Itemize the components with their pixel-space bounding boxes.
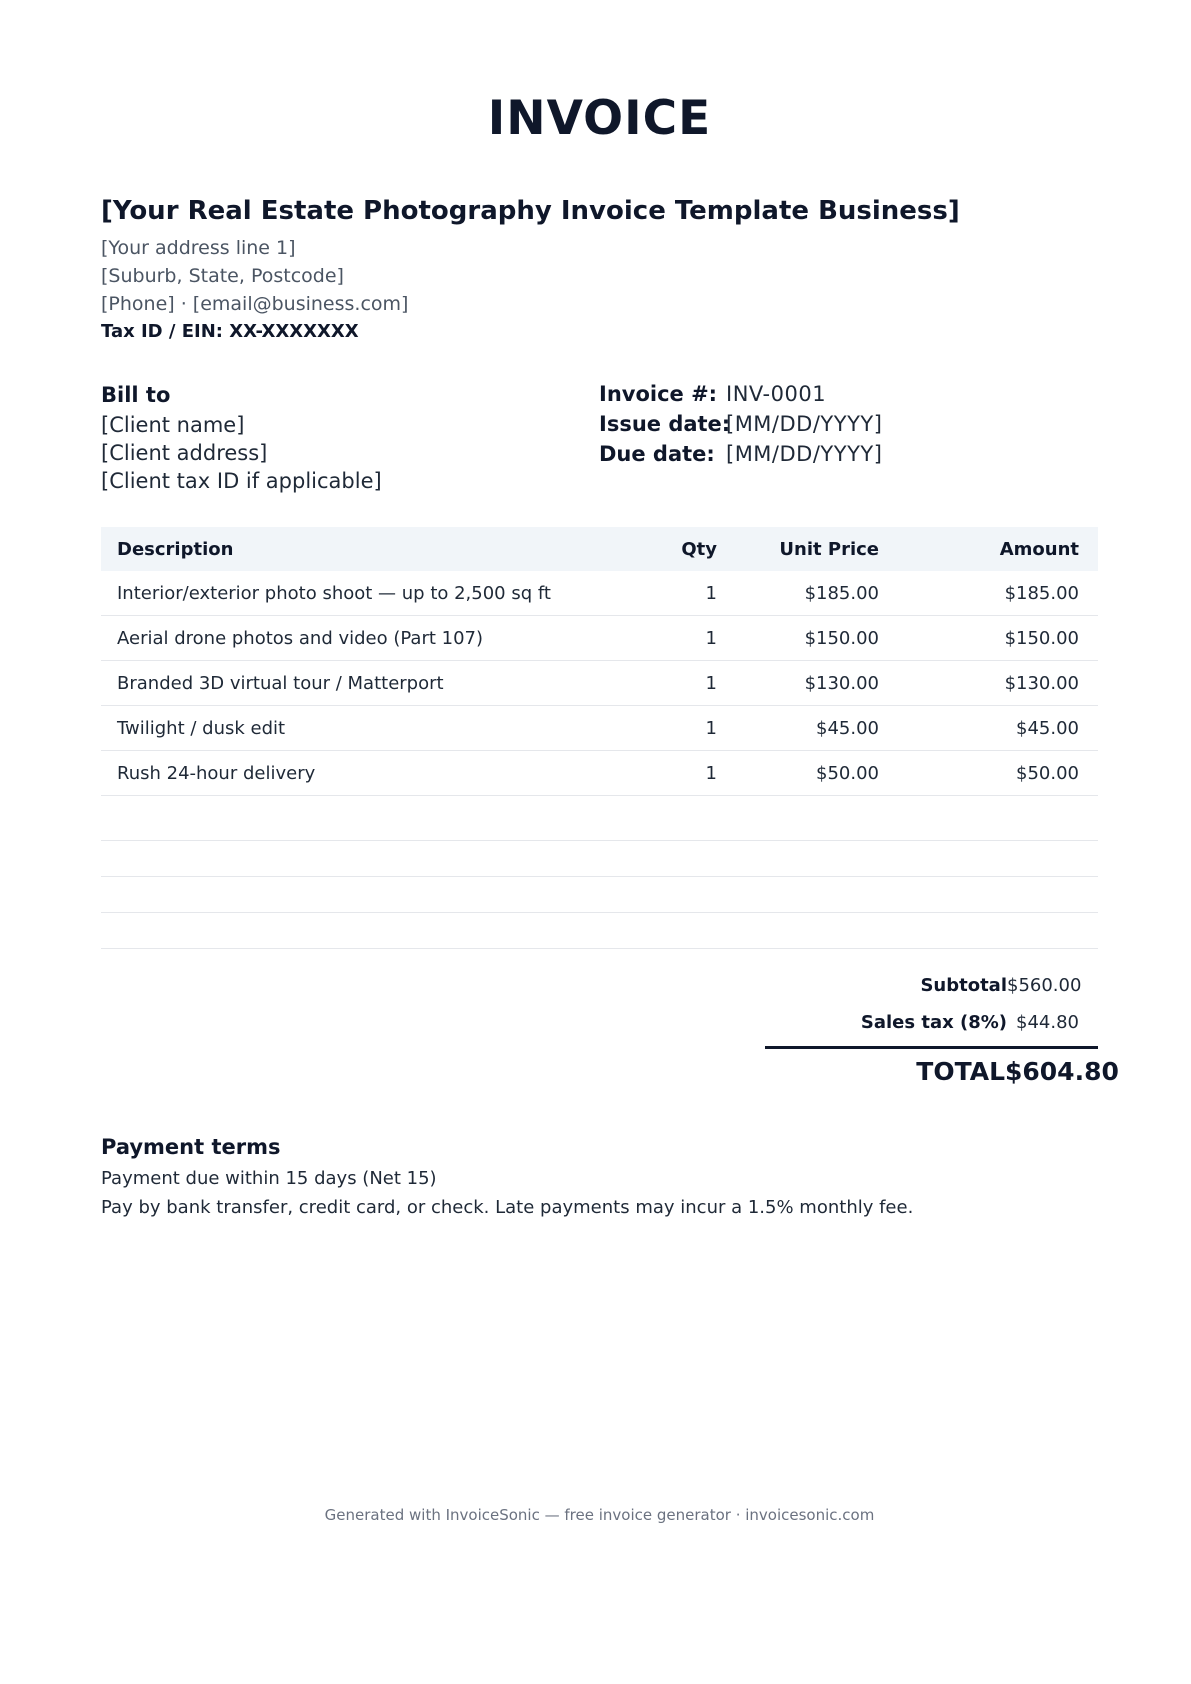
invoice-title: INVOICE [487,91,712,146]
business-address-line2: [Suburb, State, Postcode] [101,265,344,287]
row-amount: $130.00 [1004,672,1079,694]
payment-terms-label: Payment terms [101,1135,281,1159]
due-date-value: [MM/DD/YYYY] [726,442,883,466]
total-label: TOTAL [916,1056,1005,1086]
row-unit-price: $50.00 [816,762,879,784]
table-row [101,706,1098,751]
row-amount: $185.00 [1004,582,1079,604]
business-name: [Your Real Estate Photography Invoice Template Business] [101,196,960,226]
tax-value: $44.80 [1016,1012,1079,1033]
invoice-number-value: INV-0001 [726,382,827,406]
totals-block [765,967,1119,1093]
issue-date-value: [MM/DD/YYYY] [726,412,883,436]
bill-to-block [101,379,581,495]
total-value: $604.80 [1005,1056,1119,1086]
header-amount: Amount [999,538,1079,560]
client-name: [Client name] [101,413,245,437]
footer-text: Generated with InvoiceSonic — free invoice generator · invoicesonic.com [324,1506,875,1524]
row-description: Branded 3D virtual tour / Matterport [117,672,444,694]
line-items-table [101,527,1098,949]
table-header-row [101,527,1098,571]
table-row [101,616,1098,661]
subtotal-row [765,967,1098,1004]
business-tax-id: Tax ID / EIN: XX-XXXXXXX [101,321,359,342]
header-qty: Qty [681,538,717,560]
client-address: [Client address] [101,441,268,465]
invoice-meta-block [599,379,1098,469]
row-amount: $150.00 [1004,627,1079,649]
header-description: Description [117,538,234,560]
payment-terms-block [101,1130,1098,1222]
row-description: Aerial drone photos and video (Part 107) [117,627,484,649]
row-qty: 1 [705,717,717,739]
row-amount: $50.00 [1016,762,1079,784]
total-row [765,1049,1119,1093]
subtotal-label: Subtotal [920,975,1007,996]
tax-label: Sales tax (8%) [860,1012,1007,1033]
business-address-line1: [Your address line 1] [101,237,296,259]
empty-table-row [101,841,1098,877]
table-row [101,571,1098,616]
due-date-label: Due date: [599,442,715,466]
row-unit-price: $45.00 [816,717,879,739]
row-unit-price: $130.00 [804,672,879,694]
empty-table-row [101,796,1098,841]
issue-date-label: Issue date: [599,412,731,436]
client-tax-id: [Client tax ID if applicable] [101,469,382,493]
header-unit-price: Unit Price [779,538,879,560]
subtotal-value: $560.00 [1007,975,1082,996]
payment-terms-line1: Payment due within 15 days (Net 15) [101,1168,437,1189]
row-qty: 1 [705,762,717,784]
tax-row [765,1004,1098,1041]
payment-terms-line2: Pay by bank transfer, credit card, or check. Late payments may incur a 1.5% monthly fee. [101,1197,914,1218]
business-address-block [101,234,408,318]
invoice-page [101,0,1119,1684]
row-qty: 1 [705,582,717,604]
row-qty: 1 [705,627,717,649]
row-description: Twilight / dusk edit [117,717,286,739]
table-row [101,751,1098,796]
row-unit-price: $185.00 [804,582,879,604]
empty-table-row [101,913,1098,949]
row-description: Interior/exterior photo shoot — up to 2,500 sq ft [117,582,551,604]
row-amount: $45.00 [1016,717,1079,739]
row-unit-price: $150.00 [804,627,879,649]
empty-table-row [101,877,1098,913]
issue-date-row [599,409,1098,439]
row-description: Rush 24-hour delivery [117,762,316,784]
due-date-row [599,439,1098,469]
row-qty: 1 [705,672,717,694]
invoice-number-row [599,379,1098,409]
invoice-number-label: Invoice #: [599,382,718,406]
business-contact: [Phone] · [email@business.com] [101,293,409,315]
bill-to-label: Bill to [101,383,171,407]
table-row [101,661,1098,706]
